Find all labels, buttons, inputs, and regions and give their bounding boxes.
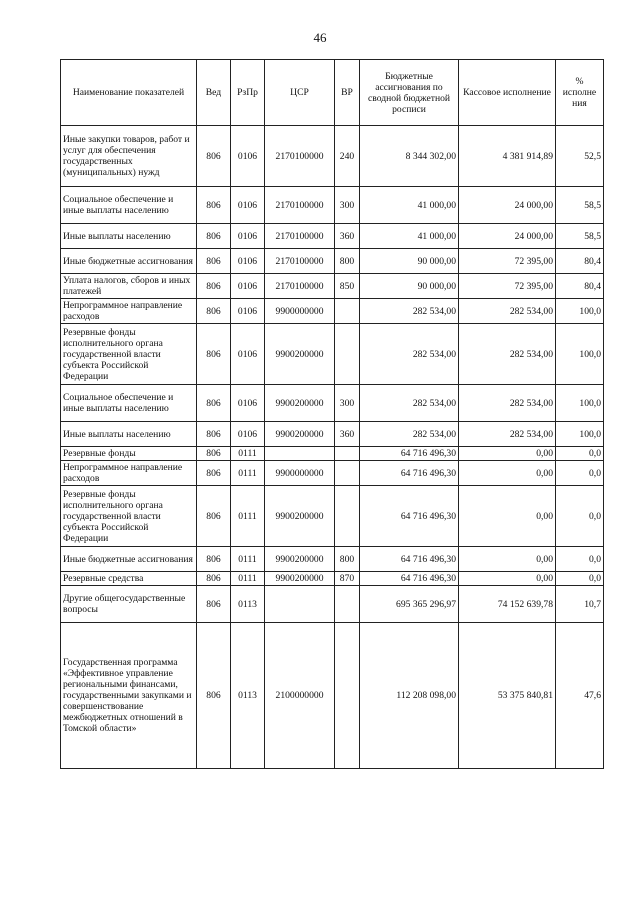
row-name: Уплата налогов, сборов и иных платежей [61,274,197,299]
table-row [61,187,604,224]
row-name: Другие общегосударственные вопросы [61,586,197,623]
row-vr: 360 [335,422,360,447]
header-cash-execution: Кассовое исполнение [459,60,556,126]
table-row [61,224,604,249]
row-vr: 800 [335,249,360,274]
row-vr: 870 [335,572,360,586]
row-percent: 100,0 [556,324,604,385]
row-rzpr: 0106 [231,324,265,385]
row-percent: 52,5 [556,126,604,187]
row-assignment: 90 000,00 [360,249,459,274]
row-csr: 2170100000 [265,187,335,224]
row-cash-execution: 74 152 639,78 [459,586,556,623]
row-cash-execution: 0,00 [459,447,556,461]
header-percent: % исполне ния [556,60,604,126]
row-ved: 806 [197,447,231,461]
row-csr: 2100000000 [265,623,335,769]
row-percent: 10,7 [556,586,604,623]
row-csr: 9900200000 [265,486,335,547]
row-csr: 9900200000 [265,422,335,447]
row-rzpr: 0111 [231,486,265,547]
row-csr: 2170100000 [265,224,335,249]
row-percent: 100,0 [556,385,604,422]
row-vr: 800 [335,547,360,572]
row-percent: 58,5 [556,224,604,249]
table-row [61,299,604,324]
row-rzpr: 0111 [231,572,265,586]
row-cash-execution: 282 534,00 [459,299,556,324]
row-assignment: 64 716 496,30 [360,486,459,547]
row-name: Иные бюджетные ассигнования [61,547,197,572]
table-row [61,572,604,586]
row-percent: 100,0 [556,299,604,324]
header-name: Наименование показателей [61,60,197,126]
row-csr: 2170100000 [265,249,335,274]
row-csr: 2170100000 [265,274,335,299]
row-cash-execution: 53 375 840,81 [459,623,556,769]
row-csr [265,586,335,623]
row-assignment: 282 534,00 [360,324,459,385]
table-row [61,586,604,623]
row-percent: 0,0 [556,547,604,572]
row-rzpr: 0106 [231,422,265,447]
row-rzpr: 0106 [231,274,265,299]
budget-execution-table [60,59,604,769]
row-vr [335,461,360,486]
row-assignment: 282 534,00 [360,299,459,324]
row-percent: 47,6 [556,623,604,769]
row-name: Непрограммное направление расходов [61,299,197,324]
row-cash-execution: 72 395,00 [459,274,556,299]
row-name: Государственная программа «Эффективное управление региональными финансами, государственными закупками и совершенствование межбюджетных отношений в Томской области» [61,623,197,769]
page-number: 46 [313,30,327,45]
row-ved: 806 [197,572,231,586]
row-cash-execution: 282 534,00 [459,422,556,447]
row-percent: 0,0 [556,486,604,547]
row-ved: 806 [197,187,231,224]
row-vr [335,586,360,623]
row-ved: 806 [197,274,231,299]
row-ved: 806 [197,547,231,572]
row-vr: 300 [335,385,360,422]
row-name: Резервные средства [61,572,197,586]
row-rzpr: 0106 [231,385,265,422]
row-vr [335,299,360,324]
row-cash-execution: 24 000,00 [459,187,556,224]
row-ved: 806 [197,422,231,447]
row-rzpr: 0111 [231,547,265,572]
row-cash-execution: 4 381 914,89 [459,126,556,187]
row-rzpr: 0106 [231,126,265,187]
row-ved: 806 [197,486,231,547]
row-ved: 806 [197,461,231,486]
table-row [61,447,604,461]
row-name: Резервные фонды [61,447,197,461]
header-csr: ЦСР [265,60,335,126]
row-cash-execution: 0,00 [459,547,556,572]
row-ved: 806 [197,623,231,769]
row-cash-execution: 282 534,00 [459,385,556,422]
row-vr: 360 [335,224,360,249]
row-csr: 9900000000 [265,299,335,324]
table-row [61,547,604,572]
row-rzpr: 0111 [231,447,265,461]
row-vr [335,324,360,385]
row-name: Иные выплаты населению [61,224,197,249]
row-vr: 240 [335,126,360,187]
row-ved: 806 [197,249,231,274]
row-assignment: 282 534,00 [360,385,459,422]
row-rzpr: 0106 [231,249,265,274]
row-ved: 806 [197,224,231,249]
table-row [61,623,604,769]
row-ved: 806 [197,385,231,422]
row-name: Иные бюджетные ассигнования [61,249,197,274]
row-cash-execution: 282 534,00 [459,324,556,385]
row-rzpr: 0106 [231,187,265,224]
row-name: Резервные фонды исполнительного органа государственной власти субъекта Российской Федерации [61,486,197,547]
row-ved: 806 [197,126,231,187]
table-row [61,385,604,422]
table-row [61,126,604,187]
table-row [61,249,604,274]
row-vr [335,623,360,769]
row-csr: 9900000000 [265,461,335,486]
row-assignment: 64 716 496,30 [360,547,459,572]
row-rzpr: 0111 [231,461,265,486]
row-vr: 300 [335,187,360,224]
table-row [61,422,604,447]
row-assignment: 41 000,00 [360,224,459,249]
row-csr: 9900200000 [265,385,335,422]
row-name: Социальное обеспечение и иные выплаты населению [61,385,197,422]
row-assignment: 64 716 496,30 [360,461,459,486]
row-percent: 100,0 [556,422,604,447]
row-rzpr: 0106 [231,299,265,324]
header-vr: ВР [335,60,360,126]
row-assignment: 64 716 496,30 [360,447,459,461]
row-csr: 9900200000 [265,547,335,572]
table-row [61,461,604,486]
row-assignment: 90 000,00 [360,274,459,299]
row-ved: 806 [197,299,231,324]
row-csr: 9900200000 [265,572,335,586]
row-percent: 0,0 [556,447,604,461]
table-row [61,486,604,547]
row-rzpr: 0113 [231,586,265,623]
row-vr [335,486,360,547]
table-header-row [61,60,604,126]
row-assignment: 8 344 302,00 [360,126,459,187]
row-name: Иные закупки товаров, работ и услуг для обеспечения государственных (муниципальных) нужд [61,126,197,187]
row-ved: 806 [197,586,231,623]
row-name: Иные выплаты населению [61,422,197,447]
row-percent: 0,0 [556,461,604,486]
row-assignment: 695 365 296,97 [360,586,459,623]
row-cash-execution: 0,00 [459,572,556,586]
row-cash-execution: 72 395,00 [459,249,556,274]
row-cash-execution: 0,00 [459,461,556,486]
row-assignment: 41 000,00 [360,187,459,224]
row-rzpr: 0113 [231,623,265,769]
row-name: Резервные фонды исполнительного органа государственной власти субъекта Российской Федерации [61,324,197,385]
row-ved: 806 [197,324,231,385]
row-vr [335,447,360,461]
row-percent: 58,5 [556,187,604,224]
row-name: Социальное обеспечение и иные выплаты населению [61,187,197,224]
header-assignments: Бюджетные ассигнования по сводной бюджетной росписи [360,60,459,126]
row-cash-execution: 0,00 [459,486,556,547]
table-row [61,274,604,299]
row-csr: 9900200000 [265,324,335,385]
row-percent: 80,4 [556,249,604,274]
row-name: Непрограммное направление расходов [61,461,197,486]
row-cash-execution: 24 000,00 [459,224,556,249]
header-rzpr: РзПр [231,60,265,126]
row-rzpr: 0106 [231,224,265,249]
table-row [61,324,604,385]
row-assignment: 282 534,00 [360,422,459,447]
row-assignment: 64 716 496,30 [360,572,459,586]
row-percent: 0,0 [556,572,604,586]
row-percent: 80,4 [556,274,604,299]
header-ved: Вед [197,60,231,126]
row-assignment: 112 208 098,00 [360,623,459,769]
row-vr: 850 [335,274,360,299]
row-csr: 2170100000 [265,126,335,187]
row-csr [265,447,335,461]
